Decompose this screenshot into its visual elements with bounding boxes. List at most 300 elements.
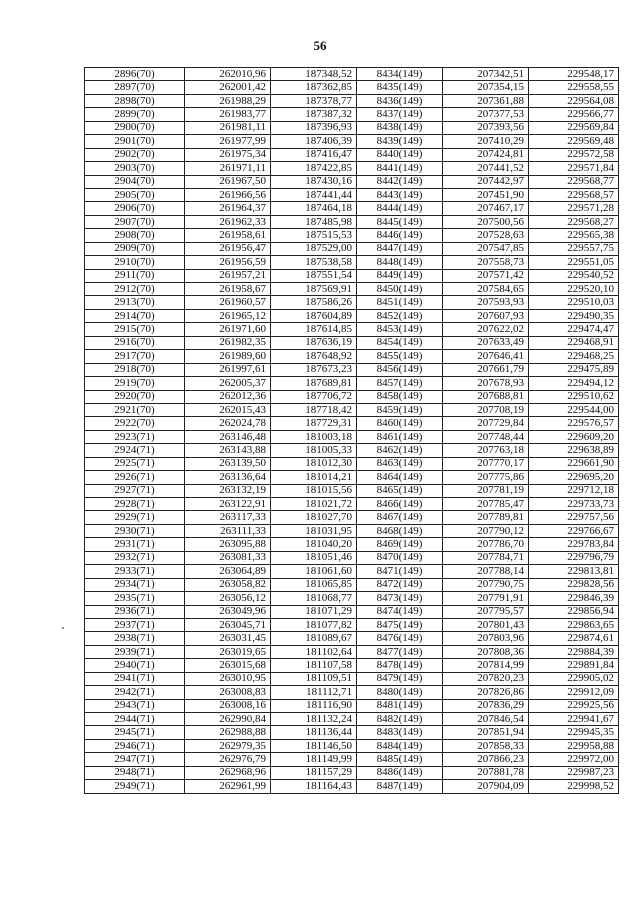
table-cell: 229475,89 [529, 363, 619, 376]
table-row [85, 430, 619, 443]
table-cell: 263111,33 [185, 524, 271, 537]
table-row [85, 377, 619, 390]
table-cell: 2898(70) [85, 94, 185, 107]
table-cell: 181014,21 [271, 471, 357, 484]
table-row [85, 81, 619, 94]
table-cell: 207547,85 [443, 242, 529, 255]
table-cell: 229638,89 [529, 444, 619, 457]
table-cell: 229905,02 [529, 672, 619, 685]
coordinates-table [84, 67, 619, 794]
table-row [85, 565, 619, 578]
table-cell: 207442,97 [443, 175, 529, 188]
table-row [85, 242, 619, 255]
table-cell: 2897(70) [85, 81, 185, 94]
table-cell: 2906(70) [85, 202, 185, 215]
table-cell: 8462(149) [357, 444, 443, 457]
table-cell: 262012,36 [185, 390, 271, 403]
table-cell: 229987,23 [529, 766, 619, 779]
table-cell: 229569,84 [529, 121, 619, 134]
table-cell: 187614,85 [271, 323, 357, 336]
table-cell: 181061,60 [271, 565, 357, 578]
table-cell: 207467,17 [443, 202, 529, 215]
table-cell: 8453(149) [357, 323, 443, 336]
table-cell: 8486(149) [357, 766, 443, 779]
table-cell: 229712,18 [529, 484, 619, 497]
table-cell: 229828,56 [529, 578, 619, 591]
table-cell: 229572,58 [529, 148, 619, 161]
table-cell: 261967,50 [185, 175, 271, 188]
table-cell: 2933(71) [85, 565, 185, 578]
table-cell: 187485,98 [271, 215, 357, 228]
table-cell: 2925(71) [85, 457, 185, 470]
table-cell: 187441,44 [271, 188, 357, 201]
table-cell: 229510,03 [529, 296, 619, 309]
table-cell: 207748,44 [443, 430, 529, 443]
table-row [85, 417, 619, 430]
table-cell: 229856,94 [529, 605, 619, 618]
table-cell: 207410,29 [443, 135, 529, 148]
table-row [85, 188, 619, 201]
table-cell: 263008,83 [185, 686, 271, 699]
table-cell: 207820,23 [443, 672, 529, 685]
table-cell: 2927(71) [85, 484, 185, 497]
table-cell: 2922(70) [85, 417, 185, 430]
table-cell: 8459(149) [357, 403, 443, 416]
table-cell: 207361,88 [443, 94, 529, 107]
table-cell: 229520,10 [529, 283, 619, 296]
table-cell: 229564,08 [529, 94, 619, 107]
table-cell: 2912(70) [85, 283, 185, 296]
table-cell: 187586,26 [271, 296, 357, 309]
table-cell: 187464,18 [271, 202, 357, 215]
table-cell: 8481(149) [357, 699, 443, 712]
table-row [85, 350, 619, 363]
table-cell: 229568,77 [529, 175, 619, 188]
table-cell: 2907(70) [85, 215, 185, 228]
table-row [85, 269, 619, 282]
table-cell: 207622,02 [443, 323, 529, 336]
table-row [85, 94, 619, 107]
table-cell: 187718,42 [271, 403, 357, 416]
table-cell: 229540,52 [529, 269, 619, 282]
table-cell: 2904(70) [85, 175, 185, 188]
table-cell: 2899(70) [85, 108, 185, 121]
table-cell: 8436(149) [357, 94, 443, 107]
table-cell: 8440(149) [357, 148, 443, 161]
table-cell: 229695,20 [529, 471, 619, 484]
table-cell: 229941,67 [529, 713, 619, 726]
table-cell: 229468,91 [529, 336, 619, 349]
table-cell: 8458(149) [357, 390, 443, 403]
table-cell: 263132,19 [185, 484, 271, 497]
table-cell: 187416,47 [271, 148, 357, 161]
table-cell: 229569,48 [529, 135, 619, 148]
table-cell: 207688,81 [443, 390, 529, 403]
table-cell: 2914(70) [85, 309, 185, 322]
table-row [85, 175, 619, 188]
table-cell: 263095,88 [185, 538, 271, 551]
table-cell: 8469(149) [357, 538, 443, 551]
table-cell: 262988,88 [185, 726, 271, 739]
table-cell: 229733,73 [529, 498, 619, 511]
table-cell: 229891,84 [529, 659, 619, 672]
table-cell: 2946(71) [85, 739, 185, 752]
table-cell: 187406,39 [271, 135, 357, 148]
table-cell: 263049,96 [185, 605, 271, 618]
table-row [85, 323, 619, 336]
table-cell: 181065,85 [271, 578, 357, 591]
table-cell: 207788,14 [443, 565, 529, 578]
table-row [85, 135, 619, 148]
table-cell: 187348,52 [271, 68, 357, 81]
table-cell: 207781,19 [443, 484, 529, 497]
table-cell: 8461(149) [357, 430, 443, 443]
table-cell: 207846,54 [443, 713, 529, 726]
table-cell: 8451(149) [357, 296, 443, 309]
table-cell: 2948(71) [85, 766, 185, 779]
table-cell: 207377,53 [443, 108, 529, 121]
table-cell: 207803,96 [443, 632, 529, 645]
table-cell: 207784,71 [443, 551, 529, 564]
table-cell: 187648,92 [271, 350, 357, 363]
table-cell: 2938(71) [85, 632, 185, 645]
table-cell: 2903(70) [85, 162, 185, 175]
table-cell: 187604,89 [271, 309, 357, 322]
table-cell: 229998,52 [529, 780, 619, 793]
table-row [85, 578, 619, 591]
table-cell: 2935(71) [85, 592, 185, 605]
table-cell: 2940(71) [85, 659, 185, 672]
table-cell: 229958,88 [529, 739, 619, 752]
table-cell: 8484(149) [357, 739, 443, 752]
table-row [85, 739, 619, 752]
table-cell: 207790,75 [443, 578, 529, 591]
table-row [85, 524, 619, 537]
table-cell: 181132,24 [271, 713, 357, 726]
table-cell: 207558,73 [443, 256, 529, 269]
table-cell: 2932(71) [85, 551, 185, 564]
table-cell: 207808,36 [443, 645, 529, 658]
table-cell: 229571,28 [529, 202, 619, 215]
page-number: 56 [313, 38, 327, 53]
table-cell: 8446(149) [357, 229, 443, 242]
table-cell: 187538,58 [271, 256, 357, 269]
table-row [85, 498, 619, 511]
table-cell: 181116,90 [271, 699, 357, 712]
table-cell: 229609,20 [529, 430, 619, 443]
table-cell: 8467(149) [357, 511, 443, 524]
table-cell: 263058,82 [185, 578, 271, 591]
table-body [85, 68, 619, 794]
table-cell: 229884,39 [529, 645, 619, 658]
table-cell: 2931(71) [85, 538, 185, 551]
table-row [85, 121, 619, 134]
table-cell: 207881,78 [443, 766, 529, 779]
table-cell: 263064,89 [185, 565, 271, 578]
table-cell: 207500,56 [443, 215, 529, 228]
table-cell: 207789,81 [443, 511, 529, 524]
table-cell: 263015,68 [185, 659, 271, 672]
table-cell: 2945(71) [85, 726, 185, 739]
table-cell: 261962,33 [185, 215, 271, 228]
table-cell: 229925,56 [529, 699, 619, 712]
table-cell: 8441(149) [357, 162, 443, 175]
table-cell: 262024,78 [185, 417, 271, 430]
table-row [85, 618, 619, 631]
table-cell: 261971,11 [185, 162, 271, 175]
table-cell: 181051,46 [271, 551, 357, 564]
table-cell: 263146,48 [185, 430, 271, 443]
table-cell: 8454(149) [357, 336, 443, 349]
table-cell: 181071,29 [271, 605, 357, 618]
table-cell: 181015,56 [271, 484, 357, 497]
table-cell: 8477(149) [357, 645, 443, 658]
table-cell: 261971,60 [185, 323, 271, 336]
table-cell: 187729,31 [271, 417, 357, 430]
table-cell: 8483(149) [357, 726, 443, 739]
table-cell: 262015,43 [185, 403, 271, 416]
table-row [85, 766, 619, 779]
table-cell: 229783,84 [529, 538, 619, 551]
table-cell: 187430,16 [271, 175, 357, 188]
table-cell: 229558,55 [529, 81, 619, 94]
table-cell: 2928(71) [85, 498, 185, 511]
table-cell: 261958,61 [185, 229, 271, 242]
table-cell: 8464(149) [357, 471, 443, 484]
table-cell: 8448(149) [357, 256, 443, 269]
table-cell: 261964,37 [185, 202, 271, 215]
table-cell: 229846,39 [529, 592, 619, 605]
table-cell: 261989,60 [185, 350, 271, 363]
table-cell: 181031,95 [271, 524, 357, 537]
table-cell: 2936(71) [85, 605, 185, 618]
table-cell: 181003,18 [271, 430, 357, 443]
table-cell: 263031,45 [185, 632, 271, 645]
table-cell: 262968,96 [185, 766, 271, 779]
table-cell: 207393,56 [443, 121, 529, 134]
table-cell: 229566,77 [529, 108, 619, 121]
table-row [85, 605, 619, 618]
table-cell: 207584,65 [443, 283, 529, 296]
table-cell: 261982,35 [185, 336, 271, 349]
table-cell: 2944(71) [85, 713, 185, 726]
table-cell: 187529,00 [271, 242, 357, 255]
table-cell: 181027,70 [271, 511, 357, 524]
table-cell: 187673,23 [271, 363, 357, 376]
table-cell: 2908(70) [85, 229, 185, 242]
table-row [85, 551, 619, 564]
table-cell: 207424,81 [443, 148, 529, 161]
table-cell: 229813,81 [529, 565, 619, 578]
table-cell: 2923(71) [85, 430, 185, 443]
table-cell: 2901(70) [85, 135, 185, 148]
table-row [85, 215, 619, 228]
table-cell: 8479(149) [357, 672, 443, 685]
table-cell: 263056,12 [185, 592, 271, 605]
table-cell: 263117,33 [185, 511, 271, 524]
table-cell: 2939(71) [85, 645, 185, 658]
table-cell: 207633,49 [443, 336, 529, 349]
table-cell: 262990,84 [185, 713, 271, 726]
table-cell: 207593,93 [443, 296, 529, 309]
table-cell: 181146,50 [271, 739, 357, 752]
table-cell: 2900(70) [85, 121, 185, 134]
table-cell: 207528,63 [443, 229, 529, 242]
table-cell: 181136,44 [271, 726, 357, 739]
table-row [85, 336, 619, 349]
table-cell: 2917(70) [85, 350, 185, 363]
table-cell: 261958,67 [185, 283, 271, 296]
table-row [85, 296, 619, 309]
table-cell: 8480(149) [357, 686, 443, 699]
table-cell: 8475(149) [357, 618, 443, 631]
table-row [85, 538, 619, 551]
table-cell: 229510,62 [529, 390, 619, 403]
table-cell: 229863,65 [529, 618, 619, 631]
table-row [85, 390, 619, 403]
table-cell: 181021,72 [271, 498, 357, 511]
table-cell: 261965,12 [185, 309, 271, 322]
table-cell: 229557,75 [529, 242, 619, 255]
table-row [85, 686, 619, 699]
table-row [85, 592, 619, 605]
table-row [85, 256, 619, 269]
table-cell: 8435(149) [357, 81, 443, 94]
table-cell: 261960,57 [185, 296, 271, 309]
table-cell: 207646,41 [443, 350, 529, 363]
table-cell: 181005,33 [271, 444, 357, 457]
table-cell: 207571,42 [443, 269, 529, 282]
table-cell: 229874,61 [529, 632, 619, 645]
table-row [85, 457, 619, 470]
table-cell: 229576,57 [529, 417, 619, 430]
table-cell: 8463(149) [357, 457, 443, 470]
table-cell: 2934(71) [85, 578, 185, 591]
table-cell: 207678,93 [443, 377, 529, 390]
table-cell: 263019,65 [185, 645, 271, 658]
table-cell: 8437(149) [357, 108, 443, 121]
table-cell: 8474(149) [357, 605, 443, 618]
table-cell: 187422,85 [271, 162, 357, 175]
table-cell: 187378,77 [271, 94, 357, 107]
table-cell: 2910(70) [85, 256, 185, 269]
table-cell: 229568,27 [529, 215, 619, 228]
table-cell: 8460(149) [357, 417, 443, 430]
table-cell: 207451,90 [443, 188, 529, 201]
table-row [85, 471, 619, 484]
table-cell: 207801,43 [443, 618, 529, 631]
table-cell: 8465(149) [357, 484, 443, 497]
table-cell: 207858,33 [443, 739, 529, 752]
table-cell: 229661,90 [529, 457, 619, 470]
table-cell: 262005,37 [185, 377, 271, 390]
table-cell: 261957,21 [185, 269, 271, 282]
table-cell: 187636,19 [271, 336, 357, 349]
table-cell: 207354,15 [443, 81, 529, 94]
table-row [85, 444, 619, 457]
table-row [85, 713, 619, 726]
table-cell: 263122,91 [185, 498, 271, 511]
table-cell: 207770,17 [443, 457, 529, 470]
table-cell: 8487(149) [357, 780, 443, 793]
table-cell: 207904,09 [443, 780, 529, 793]
table-cell: 2942(71) [85, 686, 185, 699]
table-cell: 207775,86 [443, 471, 529, 484]
table-cell: 8455(149) [357, 350, 443, 363]
table-cell: 2920(70) [85, 390, 185, 403]
table-row [85, 699, 619, 712]
table-cell: 2902(70) [85, 148, 185, 161]
table-cell: 8471(149) [357, 565, 443, 578]
table-cell: 8485(149) [357, 753, 443, 766]
table-cell: 261997,61 [185, 363, 271, 376]
table-row [85, 162, 619, 175]
table-cell: 229766,67 [529, 524, 619, 537]
table-cell: 181089,67 [271, 632, 357, 645]
table-cell: 207851,94 [443, 726, 529, 739]
table-cell: 8442(149) [357, 175, 443, 188]
table-cell: 229548,17 [529, 68, 619, 81]
table-cell: 263136,64 [185, 471, 271, 484]
table-row [85, 202, 619, 215]
scan-speck [62, 627, 64, 629]
table-row [85, 68, 619, 81]
table-cell: 8473(149) [357, 592, 443, 605]
table-cell: 8445(149) [357, 215, 443, 228]
table-cell: 261988,29 [185, 94, 271, 107]
table-row [85, 780, 619, 793]
table-row [85, 726, 619, 739]
table-row [85, 672, 619, 685]
table-cell: 187387,32 [271, 108, 357, 121]
table-row [85, 363, 619, 376]
table-cell: 261966,56 [185, 188, 271, 201]
table-cell: 263081,33 [185, 551, 271, 564]
table-cell: 229912,09 [529, 686, 619, 699]
table-cell: 262001,42 [185, 81, 271, 94]
table-cell: 263008,16 [185, 699, 271, 712]
table-cell: 187551,54 [271, 269, 357, 282]
table-cell: 2919(70) [85, 377, 185, 390]
table-cell: 2937(71) [85, 618, 185, 631]
table-row [85, 229, 619, 242]
table-cell: 263143,88 [185, 444, 271, 457]
table-cell: 2929(71) [85, 511, 185, 524]
table-row [85, 403, 619, 416]
table-cell: 8478(149) [357, 659, 443, 672]
table-row [85, 645, 619, 658]
table-cell: 229544,00 [529, 403, 619, 416]
table-cell: 181077,82 [271, 618, 357, 631]
table-cell: 8470(149) [357, 551, 443, 564]
table-cell: 207814,99 [443, 659, 529, 672]
table-cell: 8443(149) [357, 188, 443, 201]
table-cell: 261956,47 [185, 242, 271, 255]
table-cell: 262976,79 [185, 753, 271, 766]
table-cell: 8438(149) [357, 121, 443, 134]
table-cell: 187362,85 [271, 81, 357, 94]
table-cell: 229945,35 [529, 726, 619, 739]
table-cell: 2915(70) [85, 323, 185, 336]
table-cell: 261977,99 [185, 135, 271, 148]
table-cell: 2911(70) [85, 269, 185, 282]
table-cell: 8452(149) [357, 309, 443, 322]
table-cell: 229568,57 [529, 188, 619, 201]
table-cell: 8472(149) [357, 578, 443, 591]
table-cell: 229972,00 [529, 753, 619, 766]
table-row [85, 632, 619, 645]
table-cell: 263045,71 [185, 618, 271, 631]
